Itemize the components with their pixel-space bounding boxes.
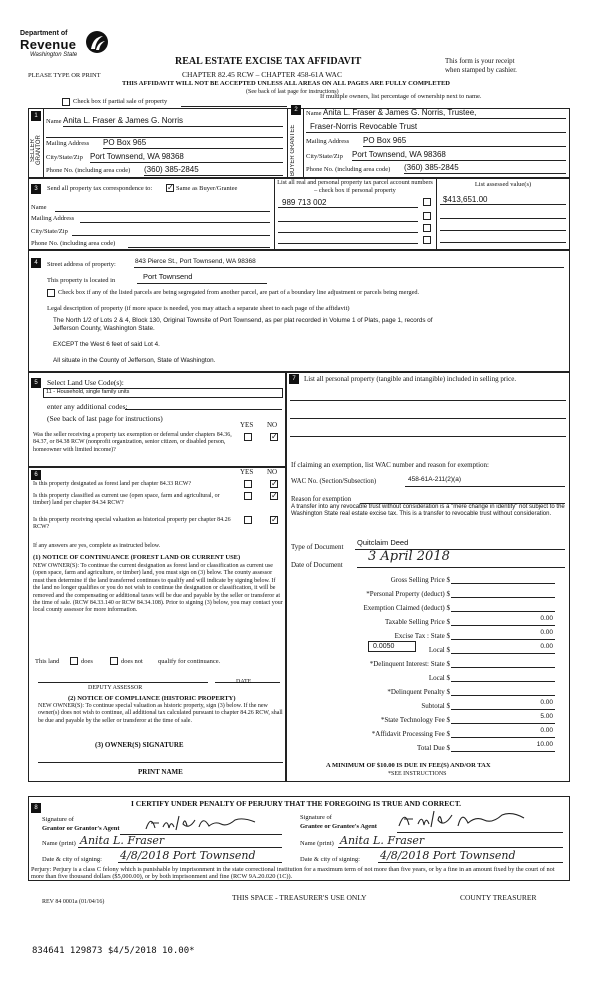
- buyer-phone[interactable]: (360) 385-2845: [404, 163, 459, 172]
- print-name-label: PRINT NAME: [138, 768, 183, 776]
- section-2-number: 2: [291, 105, 301, 115]
- segregated-label: Check box if any of the listed parcels are being segregated from another parcel, are part of a boundary line adjustment or parcels being merged.: [58, 289, 420, 296]
- taxable-selling-price[interactable]: 0.00: [540, 615, 553, 622]
- excise-tax-state[interactable]: 0.00: [540, 629, 553, 636]
- same-as-buyer-label: Same as Buyer/Grantee: [176, 185, 238, 192]
- total-due[interactable]: 10.00: [536, 741, 553, 748]
- notice-continuance-title: (1) NOTICE OF CONTINUANCE (FOREST LAND OR CURRENT USE): [33, 554, 241, 561]
- legal-line3: EXCEPT the West 6 feet of said Lot 4.: [53, 341, 160, 348]
- document-type[interactable]: Quitclaim Deed: [357, 538, 409, 547]
- exemption-claim-label: If claiming an exemption, list WAC number and reason for exemption:: [291, 461, 489, 469]
- legal-line1: The North 1/2 of Lots 2 & 4, Block 130, Original Townsite of Port Townsend, as per plat recorded in Volume 1 of Plats, page 1, records of: [53, 317, 433, 324]
- form-title: REAL ESTATE EXCISE TAX AFFIDAVIT: [175, 56, 362, 67]
- revenue-emblem-icon: [84, 29, 110, 55]
- personal-property-checkbox-3[interactable]: [423, 224, 431, 232]
- legal-line2: Jefferson County, Washington State.: [53, 325, 155, 332]
- historic-yes-checkbox[interactable]: [244, 516, 252, 524]
- buyer-name-line2[interactable]: Fraser-Norris Revocable Trust: [310, 122, 418, 131]
- section-4-number: 4: [31, 258, 41, 268]
- exemption-question: Was the seller receiving a property tax exemption or deferral under chapters 84.36, 84.37, or 84.38 RCW (nonprofit organization, senior citizen, or disabled person, homeowner with limited income)?: [33, 432, 232, 453]
- form-revision: REV 84 0001a (01/04/16): [42, 899, 105, 905]
- receipt-stamp: 834641 129873 $4/5/2018 10.00*: [32, 946, 195, 956]
- subtotal[interactable]: 0.00: [540, 699, 553, 706]
- wac-number[interactable]: 458-61A-211(2)(a): [408, 476, 461, 483]
- multiple-owners-note: If multiple owners, list percentage of ownership next to name.: [320, 93, 482, 100]
- notice-compliance-title: (2) NOTICE OF COMPLIANCE (HISTORIC PROPERTY): [68, 695, 236, 702]
- segregated-checkbox[interactable]: [47, 289, 55, 297]
- historic-no-checkbox[interactable]: ✓: [271, 515, 278, 524]
- exemption-no-checkbox[interactable]: ✓: [271, 432, 278, 441]
- buyer-mailing[interactable]: PO Box 965: [363, 136, 407, 145]
- historic-question: Is this property receiving special valuation as historical property per chapter 84.26 RCW?: [33, 517, 231, 531]
- grantor-signature[interactable]: [143, 812, 261, 834]
- treasurer-space: THIS SPACE - TREASURER'S USE ONLY: [232, 893, 367, 902]
- personal-property-checkbox-1[interactable]: [423, 198, 431, 206]
- legal-label: Legal description of property (if more space is needed, you may attach a separate sheet to each page of the affidavit): [47, 305, 350, 312]
- partial-sale-label: Check box if partial sale of property: [73, 98, 168, 105]
- current-use-no-checkbox[interactable]: ✓: [271, 491, 278, 500]
- street-address[interactable]: 843 Pierce St., Port Townsend, WA 98368: [135, 258, 256, 265]
- notice-compliance-body: NEW OWNER(S): To continue special valuation as historic property, sign (3) below. If the new owner(s) does not wish to continue, all additional tax calculated pursuant to chapter 84.26 RCW, shall be due and payable by the seller or transferor at the time of sale.: [38, 703, 283, 724]
- forest-yes-checkbox[interactable]: [244, 480, 252, 488]
- logo-line1: Department of: [20, 30, 68, 37]
- section-3-number: 3: [31, 184, 41, 194]
- grantee-signature[interactable]: [396, 806, 528, 832]
- grantor-print-name[interactable]: Anita L. Fraser: [80, 834, 165, 847]
- forest-no-checkbox[interactable]: ✓: [271, 479, 278, 488]
- chapter: CHAPTER 82.45 RCW – CHAPTER 458-61A WAC: [182, 70, 342, 79]
- section-7-number: 7: [289, 374, 299, 384]
- parcel-number-1[interactable]: 989 713 002: [282, 198, 327, 207]
- legal-line4: All situate in the County of Jefferson, State of Washington.: [53, 357, 216, 364]
- current-use-question: Is this property classified as current use (open space, farm and agricultural, or timber) land per chapter 84.34 RCW?: [33, 493, 220, 507]
- seller-phone[interactable]: (360) 385-2845: [144, 165, 199, 174]
- section-6-number: 6: [31, 470, 41, 480]
- see-instructions-note: *SEE INSTRUCTIONS: [388, 771, 447, 777]
- logo-line2: Revenue: [20, 37, 77, 52]
- excise-tax-local[interactable]: 0.00: [540, 643, 553, 650]
- perjury-note: Perjury: Perjury is a class C felony which is punishable by imprisonment in the state correctional institution for a maximum term of not more than five years, or by a fine in an amount fixed by the court of not more than five thousand dollars ($5,000.00), or by both imprisonment and fine (RCW 9A.20.020 (1C)).: [31, 866, 555, 881]
- grantee-date-city[interactable]: 4/8/2018 Port Townsend: [380, 849, 516, 862]
- seller-mailing[interactable]: PO Box 965: [103, 138, 147, 147]
- parcels-header: List all real and personal property tax parcel account numbers – check box if personal property: [277, 179, 433, 194]
- does-checkbox[interactable]: [70, 657, 78, 665]
- assessed-header: List assessed value(s): [474, 181, 532, 188]
- logo-line3: Washington State: [30, 52, 78, 58]
- processing-fee[interactable]: 0.00: [540, 727, 553, 734]
- please-type: PLEASE TYPE OR PRINT: [28, 72, 101, 79]
- buyer-city[interactable]: Port Townsend, WA 98368: [352, 150, 446, 159]
- document-date[interactable]: 3 April 2018: [368, 549, 450, 564]
- buyer-side-label: BUYER GRANTEE: [290, 124, 296, 176]
- personal-property-checkbox-2[interactable]: [423, 212, 431, 220]
- section-8-number: 8: [31, 803, 41, 813]
- exemption-yes-checkbox[interactable]: [244, 433, 252, 441]
- partial-sale-checkbox[interactable]: [62, 98, 70, 106]
- owner-signature-label: (3) OWNER(S) SIGNATURE: [95, 741, 184, 749]
- grantee-print-name[interactable]: Anita L. Fraser: [340, 834, 425, 847]
- personal-property-checkbox-4[interactable]: [423, 236, 431, 244]
- assessed-value-1[interactable]: $413,651.00: [443, 195, 488, 204]
- does-not-checkbox[interactable]: [110, 657, 118, 665]
- seller-name[interactable]: Anita L. Fraser & James G. Norris: [63, 116, 184, 125]
- exemption-reason[interactable]: A transfer into any revocable trust without consideration is a "mere change in identity" not subject to the Washington State real estate excise tax. This is a transfer to revocable trust without consideration.: [291, 504, 565, 518]
- seller-city[interactable]: Port Townsend, WA 98368: [90, 152, 184, 161]
- seller-side-label: SELLER GRANTOR: [30, 135, 42, 165]
- section-1-number: 1: [31, 111, 41, 121]
- section-5-number: 5: [31, 378, 41, 388]
- notice-continuance-body: NEW OWNER(S): To continue the current designation as forest land or classification as current use (open space, farm and agriculture, or timber) land, you must sign on (3) below. The county assessor must then determine if the land transferred continues to qualify and will indicate by signing below. If the land no longer qualifies or you do not wish to continue the designation or classification, it will be removed and the compensating or additional taxes will be due and payable by the seller or transferor at the time of sale. (RCW 84.33.140 or RCW 84.34.108). Prior to signing (3) below, you may contact your local county assessor for more information.: [33, 563, 283, 614]
- certify-statement: I CERTIFY UNDER PENALTY OF PERJURY THAT THE FOREGOING IS TRUE AND CORRECT.: [131, 799, 462, 808]
- minimum-due-note: A MINIMUM OF $10.00 IS DUE IN FEE(S) AND/OR TAX: [326, 762, 491, 769]
- located-in[interactable]: Port Townsend: [143, 272, 193, 281]
- warning: THIS AFFIDAVIT WILL NOT BE ACCEPTED UNLESS ALL AREAS ON ALL PAGES ARE FULLY COMPLETED: [122, 80, 450, 87]
- county-treasurer: COUNTY TREASURER: [460, 893, 537, 902]
- section-6-box: [28, 467, 286, 782]
- current-use-yes-checkbox[interactable]: [244, 492, 252, 500]
- see-back-instructions: (See back of last page for instructions): [246, 89, 339, 95]
- forest-question: Is this property designated as forest land per chapter 84.33 RCW?: [33, 481, 192, 487]
- same-as-buyer-checkbox[interactable]: ✓: [167, 183, 174, 192]
- grantor-date-city[interactable]: 4/8/2018 Port Townsend: [120, 849, 256, 862]
- buyer-name[interactable]: Anita L. Fraser & James G. Norris, Trustee,: [323, 108, 477, 117]
- if-yes-note: If any answers are yes, complete as instructed below.: [33, 543, 161, 549]
- receipt-line1: This form is your receipt: [445, 57, 515, 65]
- personal-property-label: List all personal property (tangible and intangible) included in selling price.: [304, 375, 517, 383]
- correspondence-label: Send all property tax correspondence to:: [47, 185, 153, 192]
- technology-fee[interactable]: 5.00: [540, 713, 553, 720]
- receipt-line2: when stamped by cashier.: [445, 66, 517, 74]
